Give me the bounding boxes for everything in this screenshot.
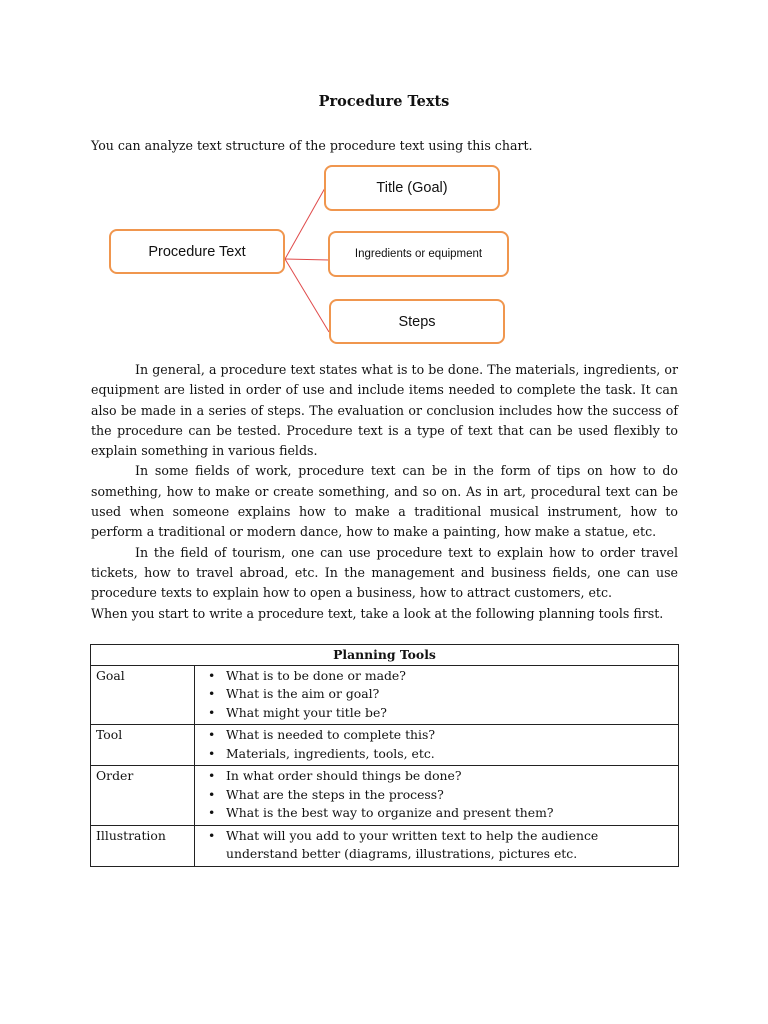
- table-row: [91, 766, 679, 826]
- row-label: Order: [91, 766, 195, 826]
- connector-steps: [285, 259, 329, 332]
- connector-goal: [285, 188, 325, 259]
- page-title: Procedure Texts: [318, 93, 450, 110]
- list-item: • Materials, ingredients, tools, etc.: [200, 745, 673, 764]
- list-item: • In what order should things be done?: [200, 767, 673, 786]
- list-item: • What is the aim or goal?: [200, 685, 673, 704]
- row-items: [195, 725, 679, 766]
- list-item: • What is to be done or made?: [200, 667, 673, 686]
- diagram-node-title-goal: Title (Goal): [324, 165, 500, 211]
- list-item: • What are the steps in the process?: [200, 786, 673, 805]
- planning-tools-table: [90, 644, 679, 867]
- diagram-root-node: Procedure Text: [109, 229, 285, 274]
- table-row: [91, 665, 679, 725]
- diagram-node-ingredients: Ingredients or equipment: [328, 231, 509, 277]
- row-items: [195, 766, 679, 826]
- table-header: Planning Tools: [91, 645, 679, 666]
- diagram-node-steps: Steps: [329, 299, 505, 344]
- intro-text: You can analyze text structure of the procedure text using this chart.: [91, 138, 533, 153]
- table-row: [91, 825, 679, 866]
- list-item: • What might your title be?: [200, 704, 673, 723]
- table-row: [91, 725, 679, 766]
- paragraph: In some fields of work, procedure text can be in the form of tips on how to do something, how to make or create something, and so on. As in art, procedural text can be used when someone explains how to make a traditional musical instrument, how to perform a traditional or modern dance, how to make a painting, how make a statue, etc.: [91, 463, 678, 540]
- row-items: [195, 665, 679, 725]
- paragraph: When you start to write a procedure text, take a look at the following planning tools first.: [91, 605, 664, 621]
- row-label: Goal: [91, 665, 195, 725]
- list-item: • What is the best way to organize and present them?: [200, 804, 673, 823]
- list-item: • What will you add to your written text to help the audience understand better (diagrams, illustrations, pictures etc.: [200, 827, 673, 864]
- paragraph: In general, a procedure text states what is to be done. The materials, ingredients, or equipment are listed in order of use and include items needed to complete the task. It can also be made in a series of steps. The evaluation or conclusion includes how the success of the procedure can be tested. Procedure text is a type of text that can be used flexibly to explain something in various fields.: [91, 362, 678, 459]
- paragraph: In the field of tourism, one can use procedure text to explain how to order travel tickets, how to travel abroad, etc. In the management and business fields, one can use procedure texts to explain how to open a business, how to attract customers, etc.: [91, 544, 678, 601]
- list-item: • What is needed to complete this?: [200, 726, 673, 745]
- body-text: [91, 360, 678, 624]
- row-label: Tool: [91, 725, 195, 766]
- row-label: Illustration: [91, 825, 195, 866]
- connector-ingredients: [285, 259, 329, 260]
- row-items: [195, 825, 679, 866]
